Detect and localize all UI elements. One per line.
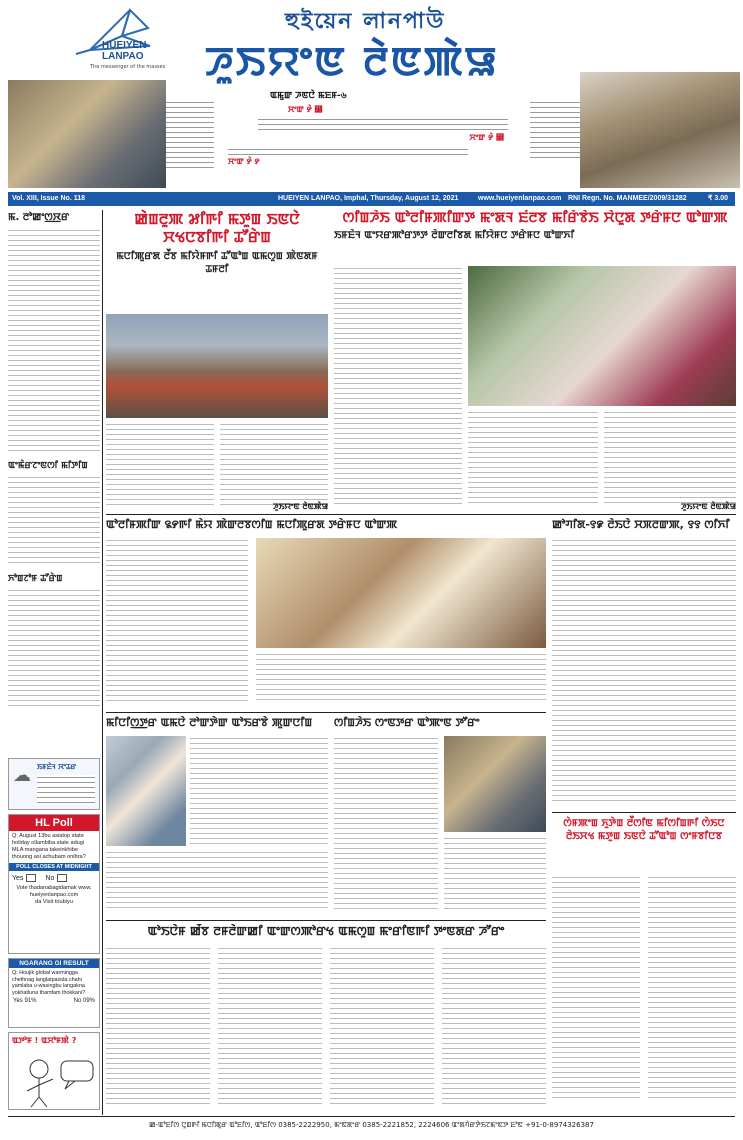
dateline-paper: HUEIYEN LANPAO, Imphal, Thursday, August 12, 2021 <box>278 195 459 202</box>
teaser-text-3 <box>228 147 468 155</box>
section-rule-3 <box>106 920 546 921</box>
weather-cloud-icon: ☁ <box>13 765 31 786</box>
sidebar-text-1 <box>8 228 100 452</box>
section-rule-1 <box>106 514 736 515</box>
footer-text: ꯀ-ꯑꯣꯐꯤꯁ ꯅꯨꯡꯒꯤ ꯃꯅꯤꯄꯨꯔ ꯑꯣꯐꯤꯁ, ꯑꯣꯐꯤꯁ 0385-2222950, ꯃꯦꯟꯗꯦꯔ 0385-2221852, 2224606 ꯑꯦꯗꯚꯥꯔꯇꯥꯏꯖꯃꯦꯟꯇ ꯐꯣꯟ +91-0-8974326387 <box>149 1121 594 1129</box>
bottom-body-col-4 <box>442 946 546 1108</box>
lead-headline[interactable]: ꯀꯥꯡꯂꯨꯄ ꯷ꯤꯒꯤ ꯃꯇꯨꯡ ꯏꯟꯅꯥ ꯆꯠꯅꯕꯤꯒꯤ ꯊꯧꯔꯥꯡ <box>134 210 300 246</box>
teaser-link-3[interactable]: ꯆꯦꯛ ꯸ꯥ ꯸ <box>228 157 260 166</box>
rni-number: RNI Regn. No. MANMEE/2009/31282 <box>568 195 687 202</box>
sidebar-title-3: ꯈꯣꯡꯖꯣꯝ ꯊꯧꯔꯥꯡ <box>8 574 63 584</box>
mid-story-1-photo <box>256 538 546 648</box>
right-box-body-2 <box>648 875 736 1101</box>
bottom-body-col-1 <box>106 946 210 1108</box>
teaser-link-1[interactable]: ꯆꯦꯛ ꯸ꯥ ꯼ <box>288 105 323 114</box>
poll-question: Q: August 13bu asiatop state holiday ollambiba state adugi MLA mangana takeinkhibe thouong asi achubam onibra? <box>12 833 86 860</box>
poll-no-label: No <box>45 874 55 882</box>
volume-issue: Vol. XIII, Issue No. 118 <box>12 195 86 202</box>
cartoon-box <box>8 1032 100 1110</box>
masthead-caption-left <box>166 100 214 170</box>
website-link[interactable]: www.hueiyenlanpao.com <box>478 195 562 202</box>
mid-story-3-body-2 <box>106 850 328 912</box>
cartoon-illustration-icon <box>9 1047 99 1109</box>
logo-name-line-1: HUEIYEN <box>102 40 147 51</box>
mid-story-1-body-2 <box>256 652 546 704</box>
right-box-body <box>552 875 640 1101</box>
teaser-text-2 <box>258 117 508 131</box>
right-lead-story <box>334 210 736 510</box>
result-yes: Yes 91% <box>13 998 37 1004</box>
sidebar-title-1: ꯃ. ꯂꯣꯀꯦꯁ꯭ꯋꯔ <box>8 212 70 223</box>
right-box-headline[interactable]: ꯁꯥꯝꯄꯦꯡ ꯈꯨꯇꯥꯡ ꯂꯩꯁꯤꯟ ꯃꯤꯁꯤꯡꯒꯤ ꯁꯥꯏꯅ ꯂꯥꯏꯆꯠ ꯃꯇꯨꯡ ꯏꯟꯅꯥ ꯊꯧꯑꯣꯡ ꯁꯦꯝꯕꯤꯅꯕ <box>563 818 725 842</box>
bottom-body-col-2 <box>218 946 322 1108</box>
mid-story-1 <box>106 518 546 708</box>
masthead <box>0 0 743 192</box>
weather-box <box>8 758 100 810</box>
right-box-story <box>552 812 736 1102</box>
left-sidebar <box>8 210 100 1110</box>
lead-body-col-2 <box>220 422 328 506</box>
teaser-link-2[interactable]: ꯆꯦꯛ ꯸ꯥ ꯽ <box>469 133 504 142</box>
logo-tagline: The messenger of the masses <box>90 64 166 70</box>
mid-headline-4[interactable]: ꯁꯤꯡꯍꯥꯏ ꯁꯦꯟꯇꯔ ꯑꯣꯄꯦꯟ ꯇꯧꯔꯦ <box>334 716 480 729</box>
masthead-title-main: ꯍꯨꯏꯌꯦꯟ ꯂꯥꯟꯄꯥꯎ <box>205 39 499 85</box>
result-title: NGARANG GI RESULT <box>9 959 99 968</box>
mid-story-2-body <box>552 538 736 802</box>
mid-headline-2[interactable]: ꯀꯣꯚꯤꯗ-꯱꯹ ꯂꯥꯏꯅꯥ ꯆꯞꯂꯛꯄ, ꯱꯱ ꯁꯤꯈꯤ <box>552 518 730 531</box>
right-lead-body-3 <box>604 410 736 506</box>
section-rule-2 <box>106 712 546 713</box>
weather-readings <box>37 775 95 805</box>
masthead-teasers <box>228 88 524 184</box>
result-question: Q: Houjik global warmingga chethnag langlatpasida chahi yamlaba u-wasingbu langakna yokhatluna thamfam thokkani? <box>12 970 86 996</box>
poll-no-checkbox[interactable] <box>57 874 67 882</box>
masthead-caption-right <box>530 100 580 160</box>
newspaper-logo <box>60 6 180 78</box>
mid-headline-1[interactable]: ꯑꯣꯂꯤꯝꯄꯤꯛ ꯲꯸ꯒꯤ ꯃꯥꯌ ꯄꯥꯛꯂꯕꯁꯤꯡ ꯃꯅꯤꯄꯨꯔꯗ ꯇꯔꯥꯝꯅ ꯑꯣꯛꯄ <box>106 518 398 531</box>
right-lead-body <box>334 266 462 506</box>
sidebar-divider <box>102 210 103 1115</box>
sidebar-title-2: ꯑꯦꯃꯥꯔꯖꯦꯟꯁꯤ ꯃꯤꯇꯤꯡ <box>8 461 88 471</box>
logo-name-line-2: LANPAO <box>102 51 144 62</box>
poll-result-box <box>8 958 100 1028</box>
right-lead-body-2 <box>468 410 598 506</box>
lead-body-col-1 <box>106 422 214 506</box>
cartoon-title: ꯑꯇꯣꯝ ! ꯑꯆꯣꯝꯄꯥ ? <box>12 1036 77 1045</box>
poll-vote-line-2[interactable]: hueiyenlanpao.com <box>29 892 79 898</box>
bottom-headline[interactable]: ꯑꯣꯏꯅꯥꯝ ꯀꯩꯕ ꯂꯝꯂꯥꯛꯀꯤ ꯑꯦꯛꯁꯄꯣꯔꯠ ꯑꯃꯁꯨꯡ ꯃꯦꯔꯤꯟꯒꯤ ꯇꯦꯟꯗꯔ ꯍꯧꯔꯦ <box>147 924 505 938</box>
mid-story-1-body <box>106 538 248 704</box>
poll-title: HL Poll <box>9 815 99 831</box>
mid-story-3-photo <box>106 736 186 846</box>
right-lead-byline: ꯍꯨꯏꯌꯦꯟ ꯂꯥꯟꯄꯥꯎ <box>680 502 736 511</box>
sidebar-text-2 <box>8 475 100 565</box>
lead-story <box>106 210 328 510</box>
price: ₹ 3.00 <box>708 195 729 202</box>
footer-bar <box>8 1116 735 1134</box>
poll-vote-line-1: Vote thadanabagidamak www. <box>16 885 92 891</box>
bottom-body-col-3 <box>330 946 434 1108</box>
right-lead-photo <box>468 266 736 406</box>
poll-vote-line-3: da Visit toubiyu <box>35 899 73 905</box>
weather-label: ꯏꯝꯐꯥꯜ ꯋꯦꯊꯔ <box>37 763 77 771</box>
poll-box <box>8 814 100 954</box>
right-lead-headline[interactable]: ꯁꯤꯡꯍꯥꯏ ꯑꯣꯂꯤꯝꯄꯤꯛꯇ ꯃꯦꯗꯜ ꯐꯪꯂꯕ ꯃꯤꯔꯥꯕꯥꯏ ꯆꯥꯅꯨꯗ ꯇꯔꯥꯝꯅ ꯑꯣꯛꯄ <box>342 210 728 226</box>
mid-story-4-body <box>334 736 438 912</box>
result-no: No 09% <box>73 998 95 1004</box>
sidebar-text-3 <box>8 588 100 710</box>
mid-story-2 <box>552 518 736 806</box>
bottom-story <box>106 924 546 1110</box>
poll-closes: POLL CLOSES AT MIDNIGHT <box>9 863 99 871</box>
mid-story-4-body-2 <box>444 836 546 912</box>
lead-byline: ꯍꯨꯏꯌꯦꯟ ꯂꯥꯟꯄꯥꯎ <box>272 502 328 511</box>
mid-story-3-body <box>190 736 328 846</box>
masthead-photo-right <box>580 72 740 188</box>
teaser-heading: ꯑꯃꯨꯛ ꯍꯟꯅꯥ ꯃꯐꯝ-৬ <box>270 91 347 101</box>
masthead-photo-left <box>8 80 166 188</box>
right-lead-subheadline: ꯏꯝꯐꯥꯜ ꯑꯦꯌꯔꯄꯣꯔꯇꯇ ꯂꯥꯛꯂꯤꯕꯗ ꯃꯤꯌꯥꯝꯅ ꯇꯔꯥꯝꯅ ꯑꯣꯛꯈꯤ <box>334 230 575 241</box>
lead-subheadline: ꯃꯅꯤꯄꯨꯔꯗ ꯂꯩꯕ ꯃꯤꯌꯥꯝꯒꯤ ꯊꯧꯑꯣꯡ ꯑꯃꯁꯨꯡ ꯄꯥꯟꯗꯝ ꯊꯝꯂꯤ <box>116 251 318 275</box>
lead-photo <box>106 314 328 418</box>
masthead-title-top: হুইয়েন লানপাউ <box>285 9 446 34</box>
poll-yes-checkbox[interactable] <box>26 874 36 882</box>
mid-story-4 <box>334 716 546 916</box>
mid-headline-3[interactable]: ꯃꯤꯅꯤꯁ꯭ꯇꯔ ꯑꯃꯅꯥ ꯂꯣꯛꯇꯥꯛ ꯑꯣꯏꯔꯕꯥ ꯄꯨꯛꯅꯤꯡ <box>106 716 313 729</box>
mid-story-3 <box>106 716 328 916</box>
poll-yes-label: Yes <box>12 874 24 882</box>
dateline-bar <box>8 192 735 206</box>
mid-story-4-photo <box>444 736 546 832</box>
